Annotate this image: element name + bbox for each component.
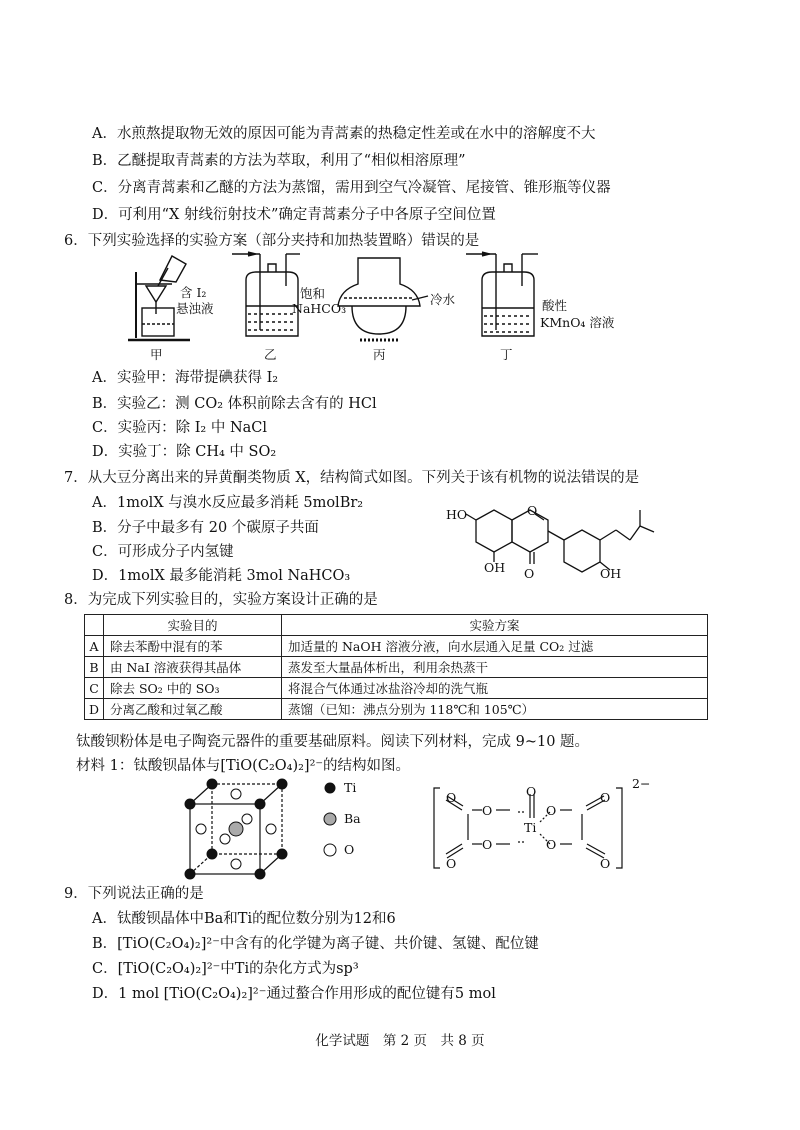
legend-ba: Ba <box>344 811 361 826</box>
row-purpose: 由 NaI 溶液获得其晶体 <box>104 657 282 678</box>
legend-o: O <box>344 842 355 857</box>
q8-stem: 8．为完成下列实验目的，实验方案设计正确的是 <box>64 592 378 608</box>
row-purpose: 除去苯酚中混有的苯 <box>104 636 282 657</box>
q9-option-c: C．[TiO(C₂O₄)₂]²⁻中Ti的杂化方式为sp³ <box>92 961 359 977</box>
q8-table <box>84 614 708 720</box>
row-key: C <box>85 678 104 699</box>
row-plan: 加适量的 NaOH 溶液分液，向水层通入足量 CO₂ 过滤 <box>282 636 708 657</box>
complex-o-4: O <box>482 837 493 852</box>
complex-o-5: O <box>526 784 537 799</box>
caption-bing: 丙 <box>373 347 386 362</box>
q9-option-b: B．[TiO(C₂O₄)₂]²⁻中含有的化学键为离子键、共价键、氢键、配位键 <box>92 936 539 952</box>
q5-option-b: B．乙醚提取青蒿素的方法为萃取，利用了“相似相溶原理” <box>92 153 466 169</box>
complex-o-1: O <box>446 790 457 805</box>
header-plan: 实验方案 <box>282 615 708 636</box>
complex-charge: 2− <box>632 776 651 791</box>
apparatus-bing <box>338 258 428 340</box>
q7-option-b: B．分子中最多有 20 个碳原子共面 <box>92 520 319 536</box>
row-key: A <box>85 636 104 657</box>
q5-option-c: C．分离青蒿素和乙醚的方法为蒸馏，需用到空气冷凝管、尾接管、锥形瓶等仪器 <box>92 180 611 196</box>
row-key: D <box>85 699 104 720</box>
structure-carbonyl-o: O <box>524 566 535 581</box>
complex-o-8: O <box>600 790 611 805</box>
row-purpose: 分离乙酸和过氧乙酸 <box>104 699 282 720</box>
yi-label-2: NaHCO₃ <box>292 301 347 316</box>
q7-option-c: C．可形成分子内氢键 <box>92 544 234 560</box>
q6-option-b: B．实验乙：测 CO₂ 体积前除去含有的 HCl <box>92 396 377 412</box>
row-plan: 蒸馏（已知：沸点分别为 118℃和 105℃） <box>282 699 708 720</box>
structure-ring-o: O <box>527 503 538 518</box>
complex-o-6: O <box>546 803 557 818</box>
ding-label-2: KMnO₄ 溶液 <box>540 315 615 330</box>
page-footer: 化学试题 第 2 页 共 8 页 <box>315 1033 485 1049</box>
q6-option-a: A．实验甲：海带提碘获得 I₂ <box>92 370 279 386</box>
row-plan: 将混合气体通过冰盐浴冷却的洗气瓶 <box>282 678 708 699</box>
structure-oh-right: OH <box>600 566 622 581</box>
q7-option-d: D．1molX 最多能消耗 3mol NaHCO₃ <box>92 568 351 584</box>
complex-ti: Ti <box>524 820 537 835</box>
table-row <box>85 678 708 699</box>
header-purpose: 实验目的 <box>104 615 282 636</box>
structure-oh-bottom: OH <box>484 560 506 575</box>
apparatus-yi <box>232 252 300 336</box>
complex-o-2: O <box>446 856 457 871</box>
table-row <box>85 636 708 657</box>
q6-option-c: C．实验丙：除 I₂ 中 NaCl <box>92 420 268 436</box>
jia-label-1: 含 I₂ <box>180 285 207 300</box>
complex-structure-figure <box>432 782 662 874</box>
table-row <box>85 657 708 678</box>
caption-yi: 乙 <box>264 347 277 362</box>
table-row <box>85 699 708 720</box>
q9-option-a: A．钛酸钡晶体中Ba和Ti的配位数分别为12和6 <box>92 911 396 927</box>
row-key: B <box>85 657 104 678</box>
structure-ho: HO <box>446 507 468 522</box>
jia-label-2: 悬浊液 <box>176 301 214 316</box>
row-plan: 蒸发至大量晶体析出，利用余热蒸干 <box>282 657 708 678</box>
q5-option-d: D．可利用“X 射线衍射技术”确定青蒿素分子中各原子空间位置 <box>92 207 496 223</box>
bing-label: 冷水 <box>430 292 456 307</box>
caption-jia: 甲 <box>150 347 163 362</box>
complex-o-7: O <box>546 837 557 852</box>
complex-o-9: O <box>600 856 611 871</box>
material-intro: 钛酸钡粉体是电子陶瓷元器件的重要基础原料。阅读下列材料，完成 9~10 题。 <box>76 734 590 750</box>
complex-o-3: O <box>482 803 493 818</box>
material-1: 材料 1：钛酸钡晶体与[TiO(C₂O₄)₂]²⁻的结构如图。 <box>76 758 411 774</box>
q9-stem: 9．下列说法正确的是 <box>64 886 204 902</box>
legend-ti: Ti <box>344 780 357 795</box>
q6-option-d: D．实验丁：除 CH₄ 中 SO₂ <box>92 444 277 460</box>
apparatus-ding <box>466 252 538 336</box>
ding-label-1: 酸性 <box>542 298 568 313</box>
yi-label-1: 饱和 <box>300 286 326 301</box>
row-purpose: 除去 SO₂ 中的 SO₃ <box>104 678 282 699</box>
table-header-row <box>85 615 708 636</box>
q5-option-a: A．水煎熬提取物无效的原因可能为青蒿素的热稳定性差或在水中的溶解度不大 <box>92 126 596 142</box>
caption-ding: 丁 <box>500 347 513 362</box>
q7-structure-figure <box>440 498 660 588</box>
q7-option-a: A．1molX 与溴水反应最多消耗 5molBr₂ <box>92 495 364 511</box>
q6-stem: 6．下列实验选择的实验方案（部分夹持和加热装置略）错误的是 <box>64 233 480 249</box>
q7-stem: 7．从大豆分离出来的异黄酮类物质 X，结构简式如图。下列关于该有机物的说法错误的是 <box>64 470 640 486</box>
q9-option-d: D．1 mol [TiO(C₂O₄)₂]²⁻通过螯合作用形成的配位键有5 mol <box>92 986 496 1002</box>
